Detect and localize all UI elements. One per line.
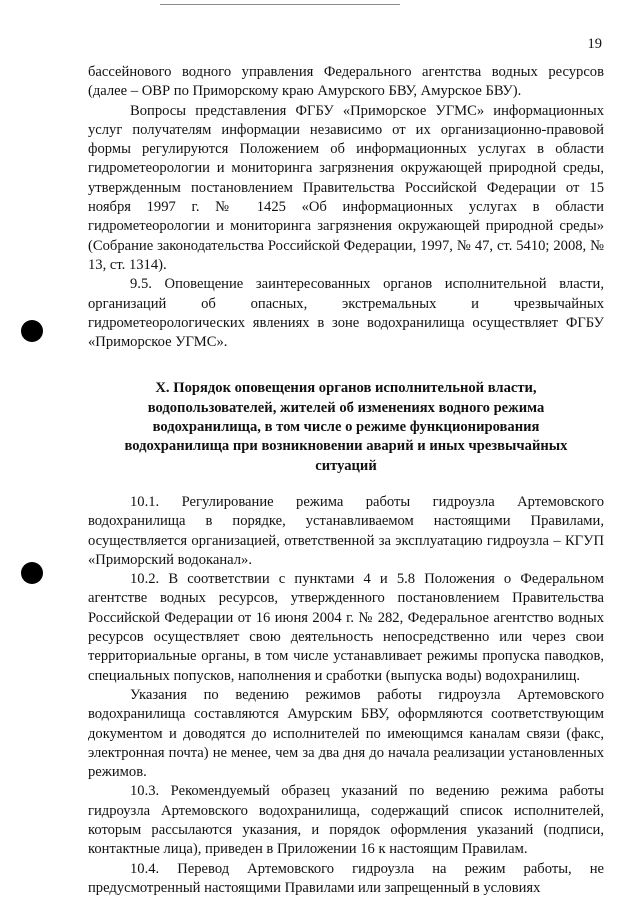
paragraph-10-2: 10.2. В соответствии с пунктами 4 и 5.8 Положения о Федеральном агентстве водных ресурсов, утвержденного постановлением Правительства Российской Федерации от 16 июня 2004 г. № 282, Федеральное агентство водных ресурсов осуществляет свою деятельность непосредственно или через свои территориальные органы, в том числе устанавливает режимы пропуска паводков, специальных попусков, наполнения и сработки (выпуска воды) водохранилищ. — [88, 571, 604, 684]
paragraph-10-3: 10.3. Рекомендуемый образец указаний по ведению режима работы гидроузла Артемовского водохранилища, содержащий список исполнителей, которым рассылаются указания, и порядок оформления указаний (подписи, контактные лица), приведен в Приложении 16 к настоящим Правилам. — [88, 783, 604, 858]
binder-hole-lower — [21, 562, 43, 584]
paragraph-info-services: Вопросы представления ФГБУ «Приморское УГМС» информационных услуг получателям информации независимо от их организационно-правовой формы регулируются Положением об информационных услугах в области гидрометеорологии и мониторинга загрязнения окружающей природной среды, утвержденным постановлением Правительства Российской Федерации от 15 ноября 1997 г. № 1425 «Об информационных услугах в области гидрометеорологии и мониторинга загрязнения окружающей природной среды» (Собрание законодательства Российской Федерации, 1997, № 47, ст. 5410; 2008, № 13, ст. 1314). — [88, 102, 604, 273]
page-number: 19 — [587, 36, 602, 52]
paragraph-9-5: 9.5. Оповещение заинтересованных органов исполнительной власти, организаций об опасных, экстремальных и чрезвычайных гидрометеорологических явлениях в зоне водохранилища осуществляет ФГБУ «Приморское УГМС». — [88, 276, 604, 351]
paragraph-10-1: 10.1. Регулирование режима работы гидроузла Артемовского водохранилища в порядке, устанавливаемом настоящими Правилами, осуществляется организацией, ответственной за эксплуатацию гидроузла – КГУП «Приморский водоканал». — [88, 493, 604, 568]
paragraph-directions: Указания по ведению режимов работы гидроузла Артемовского водохранилища составляются Амурским БВУ, оформляются соответствующим документом и доводятся до исполнителей по имеющимся каналам связи (факс, электронная почта) не менее, чем за два дня до начала реализации установленных режимов. — [88, 686, 604, 781]
top-edge-rule — [160, 4, 400, 5]
section-heading-x: X. Порядок оповещения органов исполнительной власти, водопользователей, жителей об изменениях водного режима водохранилища, в том числе о режиме функционирования водохранилища при возникновении аварий и иных чрезвычайных ситуаций — [124, 380, 568, 474]
paragraph-10-4: 10.4. Перевод Артемовского гидроузла на режим работы, не предусмотренный настоящими Правилами или запрещенный в условиях — [88, 860, 604, 896]
paragraph-continuation: бассейнового водного управления Федерального агентства водных ресурсов (далее – ОВР по Приморскому краю Амурского БВУ, Амурское БВУ). — [88, 64, 604, 100]
binder-hole-upper — [21, 320, 43, 342]
document-body — [88, 63, 604, 898]
